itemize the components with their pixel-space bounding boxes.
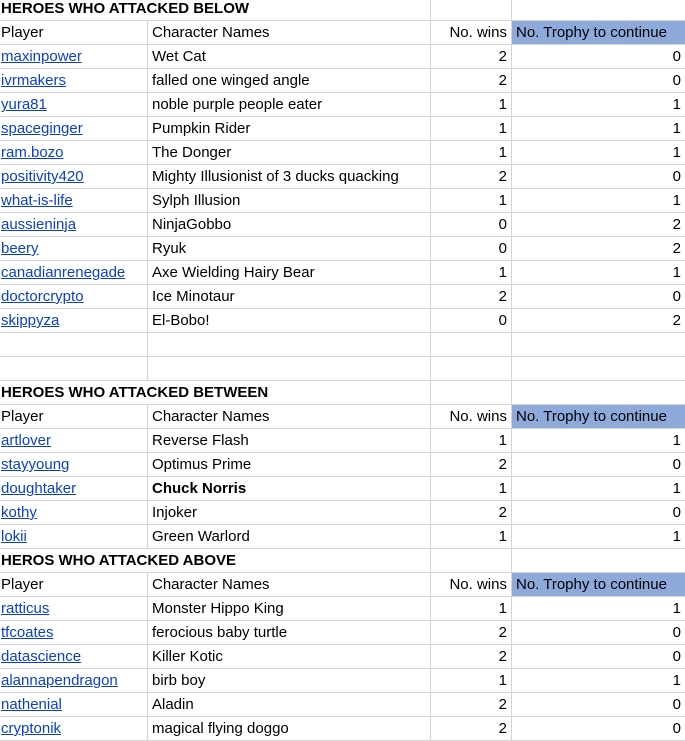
player-cell[interactable] — [0, 69, 148, 93]
trophy-cell[interactable]: 1 — [512, 141, 685, 165]
table-row — [0, 501, 685, 525]
table-row — [0, 453, 685, 477]
player-cell[interactable] — [0, 237, 148, 261]
wins-cell[interactable]: 0 — [431, 309, 512, 333]
trophy-cell[interactable]: 1 — [512, 525, 685, 549]
table-row — [0, 45, 685, 69]
empty-cell[interactable] — [512, 381, 685, 405]
character-name-cell[interactable]: falled one winged angle — [148, 69, 431, 93]
section-title[interactable]: HEROS WHO ATTACKED ABOVE — [0, 549, 431, 573]
character-name-cell[interactable]: magical flying doggo — [148, 717, 431, 741]
header-no-wins[interactable]: No. wins — [431, 21, 512, 45]
character-name-cell[interactable]: The Donger — [148, 141, 431, 165]
table-row — [0, 213, 685, 237]
character-name-cell[interactable]: El-Bobo! — [148, 309, 431, 333]
player-link[interactable]: spaceginger — [1, 120, 83, 137]
player-link[interactable]: cryptonik — [1, 720, 62, 737]
player-cell[interactable] — [0, 261, 148, 285]
player-cell[interactable] — [0, 501, 148, 525]
trophy-cell[interactable]: 2 — [512, 237, 685, 261]
empty-cell[interactable] — [512, 357, 685, 381]
player-cell[interactable] — [0, 141, 148, 165]
wins-cell[interactable]: 1 — [431, 669, 512, 693]
wins-cell[interactable]: 1 — [431, 477, 512, 501]
empty-cell[interactable] — [0, 357, 148, 381]
table-row — [0, 525, 685, 549]
trophy-cell[interactable]: 1 — [512, 261, 685, 285]
character-name-cell[interactable]: NinjaGobbo — [148, 213, 431, 237]
player-cell[interactable] — [0, 645, 148, 669]
player-cell[interactable] — [0, 309, 148, 333]
trophy-cell[interactable]: 0 — [512, 69, 685, 93]
character-name-cell[interactable]: Aladin — [148, 693, 431, 717]
player-cell[interactable] — [0, 597, 148, 621]
header-character-names[interactable]: Character Names — [148, 573, 431, 597]
player-cell[interactable] — [0, 117, 148, 141]
table-row — [0, 285, 685, 309]
trophy-cell[interactable]: 0 — [512, 45, 685, 69]
section-title-row — [0, 549, 685, 573]
table-row — [0, 309, 685, 333]
table-row — [0, 645, 685, 669]
character-name-cell[interactable]: Axe Wielding Hairy Bear — [148, 261, 431, 285]
player-link[interactable]: skippyza — [1, 312, 60, 329]
wins-cell[interactable]: 2 — [431, 693, 512, 717]
header-player[interactable]: Player — [0, 573, 148, 597]
trophy-cell[interactable]: 1 — [512, 117, 685, 141]
character-name-cell[interactable]: Killer Kotic — [148, 645, 431, 669]
table-row — [0, 669, 685, 693]
player-link[interactable]: what-is-life — [1, 192, 73, 209]
header-no-wins[interactable]: No. wins — [431, 405, 512, 429]
character-name-cell[interactable]: Optimus Prime — [148, 453, 431, 477]
character-name-cell[interactable]: Green Warlord — [148, 525, 431, 549]
player-link[interactable]: beery — [1, 240, 39, 257]
trophy-cell[interactable]: 1 — [512, 189, 685, 213]
trophy-cell[interactable]: 1 — [512, 477, 685, 501]
player-cell[interactable] — [0, 693, 148, 717]
trophy-cell[interactable]: 0 — [512, 165, 685, 189]
player-cell[interactable] — [0, 429, 148, 453]
player-link[interactable]: doughtaker — [1, 480, 77, 497]
empty-cell[interactable] — [431, 333, 512, 357]
header-no-trophy-to-continue[interactable]: No. Trophy to continue — [512, 573, 685, 597]
player-link[interactable]: canadianrenegade — [1, 264, 126, 281]
character-name-cell[interactable]: ferocious baby turtle — [148, 621, 431, 645]
character-name-cell[interactable]: Monster Hippo King — [148, 597, 431, 621]
player-cell[interactable] — [0, 717, 148, 741]
player-link[interactable]: yura81 — [1, 96, 47, 113]
trophy-cell[interactable]: 0 — [512, 645, 685, 669]
table-row — [0, 93, 685, 117]
wins-cell[interactable]: 1 — [431, 525, 512, 549]
player-link[interactable]: kothy — [1, 504, 37, 521]
wins-cell[interactable]: 2 — [431, 645, 512, 669]
player-link[interactable]: nathenial — [1, 696, 62, 713]
wins-cell[interactable]: 0 — [431, 213, 512, 237]
table-row — [0, 237, 685, 261]
player-cell[interactable] — [0, 621, 148, 645]
trophy-cell[interactable]: 0 — [512, 717, 685, 741]
character-name-cell[interactable]: birb boy — [148, 669, 431, 693]
wins-cell[interactable]: 2 — [431, 717, 512, 741]
wins-cell[interactable]: 2 — [431, 285, 512, 309]
header-player[interactable]: Player — [0, 21, 148, 45]
wins-cell[interactable]: 1 — [431, 429, 512, 453]
trophy-cell[interactable]: 0 — [512, 693, 685, 717]
wins-cell[interactable]: 1 — [431, 597, 512, 621]
character-name-cell[interactable]: Injoker — [148, 501, 431, 525]
character-name-cell[interactable]: Wet Cat — [148, 45, 431, 69]
table-row — [0, 117, 685, 141]
empty-cell[interactable] — [0, 333, 148, 357]
wins-cell[interactable]: 1 — [431, 141, 512, 165]
wins-cell[interactable]: 1 — [431, 93, 512, 117]
empty-cell[interactable] — [512, 333, 685, 357]
character-name-cell[interactable]: Reverse Flash — [148, 429, 431, 453]
header-character-names[interactable]: Character Names — [148, 405, 431, 429]
table-row — [0, 69, 685, 93]
player-link[interactable]: tfcoates — [1, 624, 54, 641]
player-cell[interactable] — [0, 525, 148, 549]
player-cell[interactable] — [0, 213, 148, 237]
player-link[interactable]: doctorcrypto — [1, 288, 84, 305]
player-link[interactable]: ivrmakers — [1, 72, 67, 89]
column-header-row — [0, 405, 685, 429]
empty-cell[interactable] — [431, 381, 512, 405]
player-cell[interactable] — [0, 189, 148, 213]
character-name-cell[interactable]: Sylph Illusion — [148, 189, 431, 213]
wins-cell[interactable]: 0 — [431, 237, 512, 261]
character-name-cell[interactable]: Mighty Illusionist of 3 ducks quacking — [148, 165, 431, 189]
header-character-names[interactable]: Character Names — [148, 21, 431, 45]
header-no-trophy-to-continue[interactable]: No. Trophy to continue — [512, 21, 685, 45]
trophy-cell[interactable]: 1 — [512, 669, 685, 693]
empty-cell[interactable] — [148, 357, 431, 381]
player-link[interactable]: datascience — [1, 648, 82, 665]
character-name-cell[interactable]: Ryuk — [148, 237, 431, 261]
table-row — [0, 165, 685, 189]
player-cell[interactable] — [0, 165, 148, 189]
player-link[interactable]: aussieninja — [1, 216, 77, 233]
wins-cell[interactable]: 2 — [431, 165, 512, 189]
trophy-cell[interactable]: 2 — [512, 309, 685, 333]
blank-row — [0, 357, 685, 381]
wins-cell[interactable]: 2 — [431, 45, 512, 69]
table-row — [0, 261, 685, 285]
player-cell[interactable] — [0, 477, 148, 501]
table-row — [0, 717, 685, 741]
column-header-row — [0, 21, 685, 45]
table-row — [0, 597, 685, 621]
header-no-wins[interactable]: No. wins — [431, 573, 512, 597]
player-link[interactable]: artlover — [1, 432, 52, 449]
table-row — [0, 621, 685, 645]
empty-cell[interactable] — [148, 333, 431, 357]
player-link[interactable]: stayyoung — [1, 456, 70, 473]
player-link[interactable]: positivity420 — [1, 168, 84, 185]
header-player[interactable]: Player — [0, 405, 148, 429]
player-cell[interactable] — [0, 93, 148, 117]
table-row — [0, 693, 685, 717]
player-link[interactable]: maxinpower — [1, 48, 82, 65]
trophy-cell[interactable]: 1 — [512, 597, 685, 621]
section-title[interactable]: HEROES WHO ATTACKED BELOW — [0, 0, 431, 21]
empty-cell[interactable] — [431, 357, 512, 381]
wins-cell[interactable]: 1 — [431, 117, 512, 141]
empty-cell[interactable] — [512, 549, 685, 573]
trophy-cell[interactable]: 2 — [512, 213, 685, 237]
character-name-cell[interactable]: noble purple people eater — [148, 93, 431, 117]
empty-cell[interactable] — [512, 0, 685, 21]
wins-cell[interactable]: 2 — [431, 453, 512, 477]
trophy-cell[interactable]: 1 — [512, 93, 685, 117]
trophy-cell[interactable]: 0 — [512, 285, 685, 309]
wins-cell[interactable]: 2 — [431, 621, 512, 645]
header-no-trophy-to-continue[interactable]: No. Trophy to continue — [512, 405, 685, 429]
table-row — [0, 141, 685, 165]
table-row — [0, 189, 685, 213]
table-row — [0, 477, 685, 501]
empty-cell[interactable] — [431, 0, 512, 21]
character-name-cell[interactable]: Chuck Norris — [148, 477, 431, 501]
wins-cell[interactable]: 2 — [431, 69, 512, 93]
column-header-row — [0, 573, 685, 597]
table-row — [0, 429, 685, 453]
player-link[interactable]: lokii — [1, 528, 27, 545]
player-link[interactable]: alannapendragon — [1, 672, 118, 689]
trophy-cell[interactable]: 0 — [512, 621, 685, 645]
blank-row — [0, 333, 685, 357]
empty-cell[interactable] — [431, 549, 512, 573]
character-name-cell[interactable]: Pumpkin Rider — [148, 117, 431, 141]
trophy-cell[interactable]: 0 — [512, 501, 685, 525]
player-cell[interactable] — [0, 45, 148, 69]
section-title-row — [0, 0, 685, 21]
trophy-cell[interactable]: 0 — [512, 453, 685, 477]
trophy-cell[interactable]: 1 — [512, 429, 685, 453]
wins-cell[interactable]: 1 — [431, 189, 512, 213]
wins-cell[interactable]: 1 — [431, 261, 512, 285]
player-cell[interactable] — [0, 669, 148, 693]
character-name-cell[interactable]: Ice Minotaur — [148, 285, 431, 309]
wins-cell[interactable]: 2 — [431, 501, 512, 525]
player-link[interactable]: ratticus — [1, 600, 50, 617]
player-link[interactable]: ram.bozo — [1, 144, 64, 161]
section-title-row — [0, 381, 685, 405]
player-cell[interactable] — [0, 453, 148, 477]
player-cell[interactable] — [0, 285, 148, 309]
section-title[interactable]: HEROES WHO ATTACKED BETWEEN — [0, 381, 431, 405]
